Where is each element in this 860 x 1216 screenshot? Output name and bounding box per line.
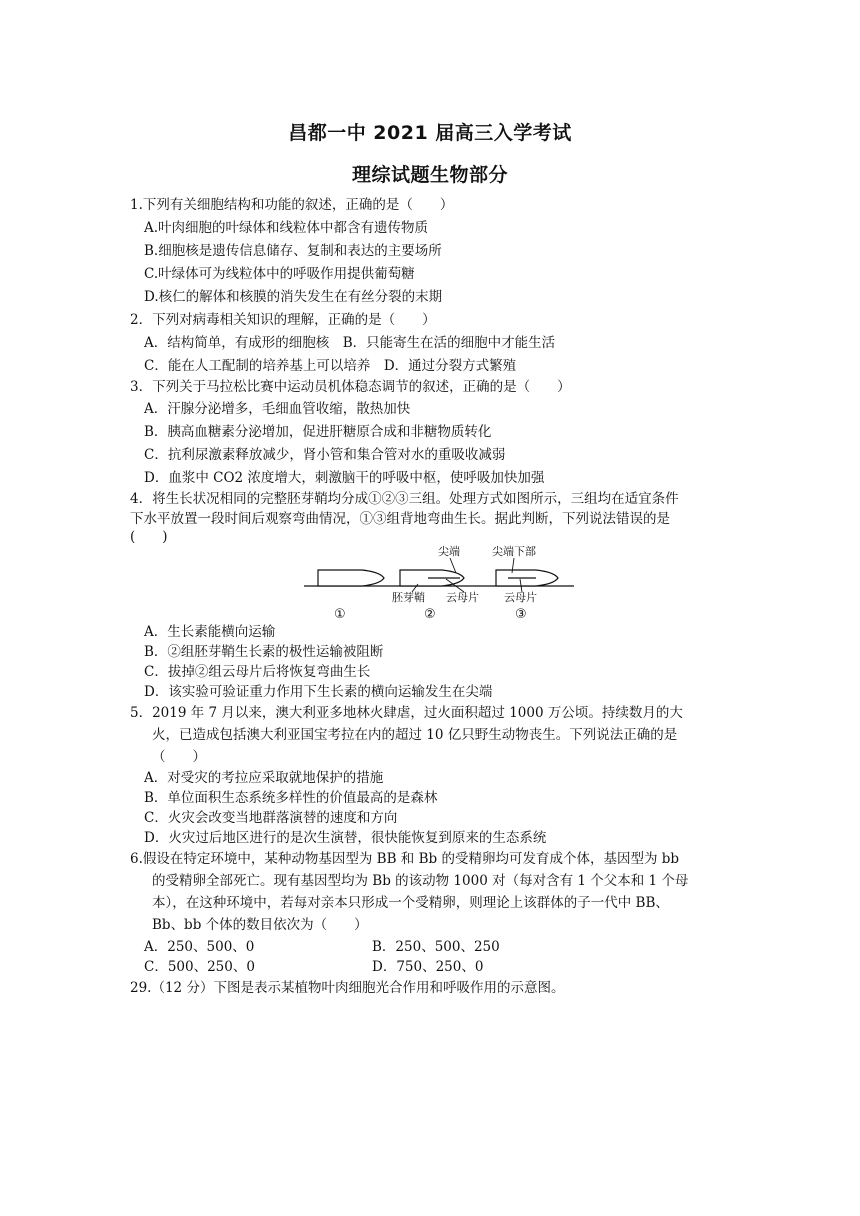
label-below-tip: 尖端下部 [492, 545, 536, 558]
q4-stem-line3: ( ) [130, 529, 168, 545]
q1-option-c: C.叶绿体可为线粒体中的呼吸作用提供葡萄糖 [144, 266, 415, 282]
q5-option-c: C．火灾会改变当地群落演替的速度和方向 [144, 810, 398, 826]
q4-stem-line1: 4．将生长状况相同的完整胚芽鞘均分成①②③三组。处理方式如图所示，三组均在适宜条件 [130, 491, 679, 507]
q2-stem: 2．下列对病毒相关知识的理解，正确的是（ ） [130, 312, 436, 328]
exam-subtitle: 理综试题生物部分 [351, 164, 508, 186]
label-mica-2: 云母片 [446, 591, 479, 604]
q4-option-d: D．该实验可验证重力作用下生长素的横向运输发生在尖端 [144, 684, 493, 700]
q5-stem-line1: 5．2019 年 7 月以来，澳大利亚多地林火肆虐，过火面积超过 1000 万公顷。持续数月的大 [130, 705, 683, 721]
q1-option-a: A.叶肉细胞的叶绿体和线粒体中都含有遗传物质 [144, 220, 429, 236]
q6-option-b: B．250、500、250 [372, 939, 500, 955]
q6-stem-line1: 6.假设在特定环境中，某种动物基因型为 BB 和 Bb 的受精卵均可发育成个体，基因型为 bb [130, 851, 680, 867]
q4-option-a: A．生长素能横向运输 [144, 624, 276, 640]
q3-stem: 3．下列关于马拉松比赛中运动员机体稳态调节的叙述，正确的是（ ） [130, 379, 571, 395]
q6-option-a: A．250、500、0 [144, 939, 255, 955]
q1-stem: 1.下列有关细胞结构和功能的叙述，正确的是（ ） [130, 197, 454, 213]
q4-option-b: B．②组胚芽鞘生长素的极性运输被阻断 [144, 644, 384, 660]
q5-option-a: A．对受灾的考拉应采取就地保护的措施 [144, 770, 384, 786]
q6-option-c: C．500、250、0 [144, 959, 255, 975]
q6-stem-line2: 的受精卵全部死亡。现有基因型均为 Bb 的该动物 1000 对（每对含有 1 个父本和 1 个母 [152, 873, 689, 889]
exam-title: 昌都一中 2021 届高三入学考试 [288, 122, 572, 144]
label-coleoptile: 胚芽鞘 [392, 591, 425, 604]
q5-stem-line2: 火，已造成包括澳大利亚国宝考拉在内的超过 10 亿只野生动物丧生。下列说法正确的是 [152, 727, 678, 743]
q3-option-b: B．胰高血糖素分泌增加，促进肝糖原合成和非糖物质转化 [144, 424, 492, 440]
q2-options-ab: A．结构简单，有成形的细胞核 B．只能寄生在活的细胞中才能生活 [144, 335, 556, 351]
label-group-1: ① [334, 607, 346, 622]
q2-options-cd: C．能在人工配制的培养基上可以培养 D．通过分裂方式繁殖 [144, 358, 517, 374]
leader-tip [450, 558, 456, 573]
q1-option-d: D.核仁的解体和核膜的消失发生在有丝分裂的末期 [144, 289, 443, 305]
label-tip: 尖端 [438, 545, 460, 558]
q5-stem-line3: （ ） [152, 749, 206, 765]
q6-stem-line4: Bb、bb 个体的数目依次为（ ） [152, 917, 368, 933]
label-group-3: ③ [515, 607, 527, 622]
q3-option-a: A．汗腺分泌增多，毛细血管收缩，散热加快 [144, 401, 411, 417]
q3-option-c: C．抗利尿激素释放减少，肾小管和集合管对水的重吸收减弱 [144, 447, 506, 463]
q5-option-d: D．火灾过后地区进行的是次生演替，很快能恢复到原来的生态系统 [144, 830, 547, 846]
q29-stem: 29.（12 分）下图是表示某植物叶肉细胞光合作用和呼吸作用的示意图。 [130, 980, 565, 996]
coleoptile-1 [318, 570, 384, 586]
q1-option-b: B.细胞核是遗传信息储存、复制和表达的主要场所 [144, 243, 442, 259]
label-mica-3: 云母片 [504, 591, 537, 604]
q6-option-d: D．750、250、0 [372, 959, 484, 975]
q6-stem-line3: 本），在这种环境中，若每对亲本只形成一个受精卵，则理论上该群体的子一代中 BB、 [152, 895, 669, 911]
q4-stem-line2: 下水平放置一段时间后观察弯曲情况，①③组背地弯曲生长。据此判断，下列说法错误的是 [130, 511, 670, 527]
q3-option-d: D．血浆中 CO2 浓度增大，刺激脑干的呼吸中枢，使呼吸加快加强 [144, 470, 545, 486]
q5-option-b: B．单位面积生态系统多样性的价值最高的是森林 [144, 790, 438, 806]
q4-option-c: C．拔掉②组云母片后将恢复弯曲生长 [144, 664, 371, 680]
coleoptile-figure [300, 544, 580, 626]
label-group-2: ② [424, 607, 436, 622]
